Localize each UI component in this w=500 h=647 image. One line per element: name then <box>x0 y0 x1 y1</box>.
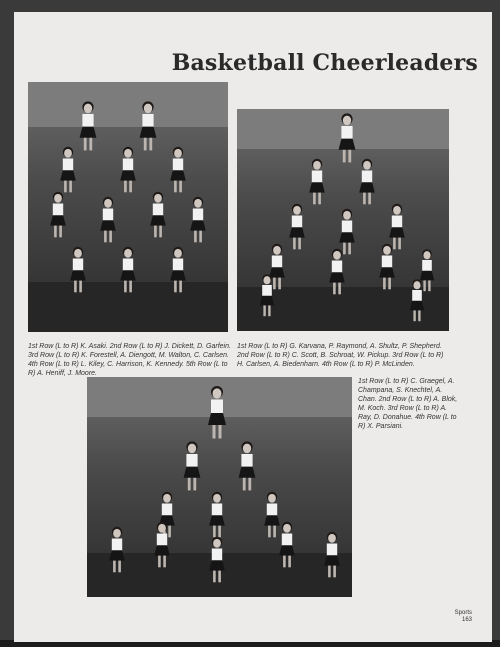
page-folio <box>455 610 472 624</box>
cheerleader-figure <box>100 197 116 243</box>
cheerleader-figure <box>60 147 76 192</box>
cheerleader-group-photo-1 <box>28 82 228 332</box>
cheerleader-figure <box>279 522 295 568</box>
cheerleader-figure <box>260 274 274 316</box>
cheerleader-figure <box>329 249 345 294</box>
photo-3-caption: 1st Row (L to R) C. Graegel, A. Champana, S. Knechtel, A. Chan. 2nd Row (L to R) A. Blok, M. Koch. 3rd Row (L to R) A. Ray, D. Donahue. 4th Row (L to R) X. Parsiani. <box>358 378 458 430</box>
cheerleaders-figures-3 <box>87 377 352 597</box>
photo-2-caption: 1st Row (L to R) G. Karvana, P. Raymond, A. Shultz, P. Shepherd. 2nd Row (L to R) C. Scott, B. Schroat, W. Pickup. 3rd Row (L to R) H. Carlsen, A. Biedenharn. 4th Row (L to R) P. McLinden. <box>237 343 444 368</box>
cheerleader-figure <box>339 113 356 162</box>
cheerleader-figure <box>150 192 166 238</box>
cheerleader-figure <box>389 204 405 250</box>
cheerleader-figure <box>209 492 225 538</box>
cheerleader-figure <box>324 532 340 578</box>
cheerleader-figure <box>289 204 305 250</box>
cheerleader-figure <box>80 101 97 150</box>
cheerleader-figure <box>379 244 395 289</box>
cheerleader-figure <box>420 249 434 291</box>
cheerleader-figure <box>170 247 186 292</box>
cheerleader-figure <box>140 101 157 150</box>
page-title: Basketball Cheerleaders <box>171 50 478 76</box>
cheerleader-figure <box>339 209 355 255</box>
section-label: Sports <box>454 610 472 616</box>
cheerleader-group-photo-2 <box>237 109 449 331</box>
cheerleaders-figures-2 <box>237 109 449 331</box>
cheerleader-figure <box>70 247 86 292</box>
cheerleader-figure <box>190 197 206 243</box>
cheerleader-figure <box>264 492 280 538</box>
cheerleader-figure <box>269 244 285 289</box>
cheerleaders-figures-1 <box>28 82 228 332</box>
cheerleader-figure <box>239 441 256 490</box>
cheerleader-figure <box>208 386 226 439</box>
cheerleader-figure <box>209 537 225 583</box>
cheerleader-figure <box>120 247 136 292</box>
cheerleader-figure <box>109 527 125 573</box>
cheerleader-figure <box>170 147 186 192</box>
cheerleader-figure <box>50 192 66 238</box>
cheerleader-figure <box>120 147 136 192</box>
page-number: 163 <box>461 617 472 623</box>
cheerleader-figure <box>359 159 375 204</box>
cheerleader-figure <box>410 279 424 321</box>
cheerleader-figure <box>154 522 170 568</box>
cheerleader-figure <box>309 159 325 204</box>
cheerleader-figure <box>184 441 201 490</box>
photo-1-caption: 1st Row (L to R) K. Asaki. 2nd Row (L to R) J. Dickett, D. Garfein. 3rd Row (L to R) K. Forestell, A. Diengott, M. Walton, C. Carlsen. 4th Row (L to R) L. Kiley, C. Harrison, K. Kennedy. 5th Row (L to R) A. Heniff, J. Moore. <box>28 343 231 377</box>
yearbook-page <box>14 12 492 642</box>
cheerleader-pyramid-photo-3 <box>87 377 352 597</box>
